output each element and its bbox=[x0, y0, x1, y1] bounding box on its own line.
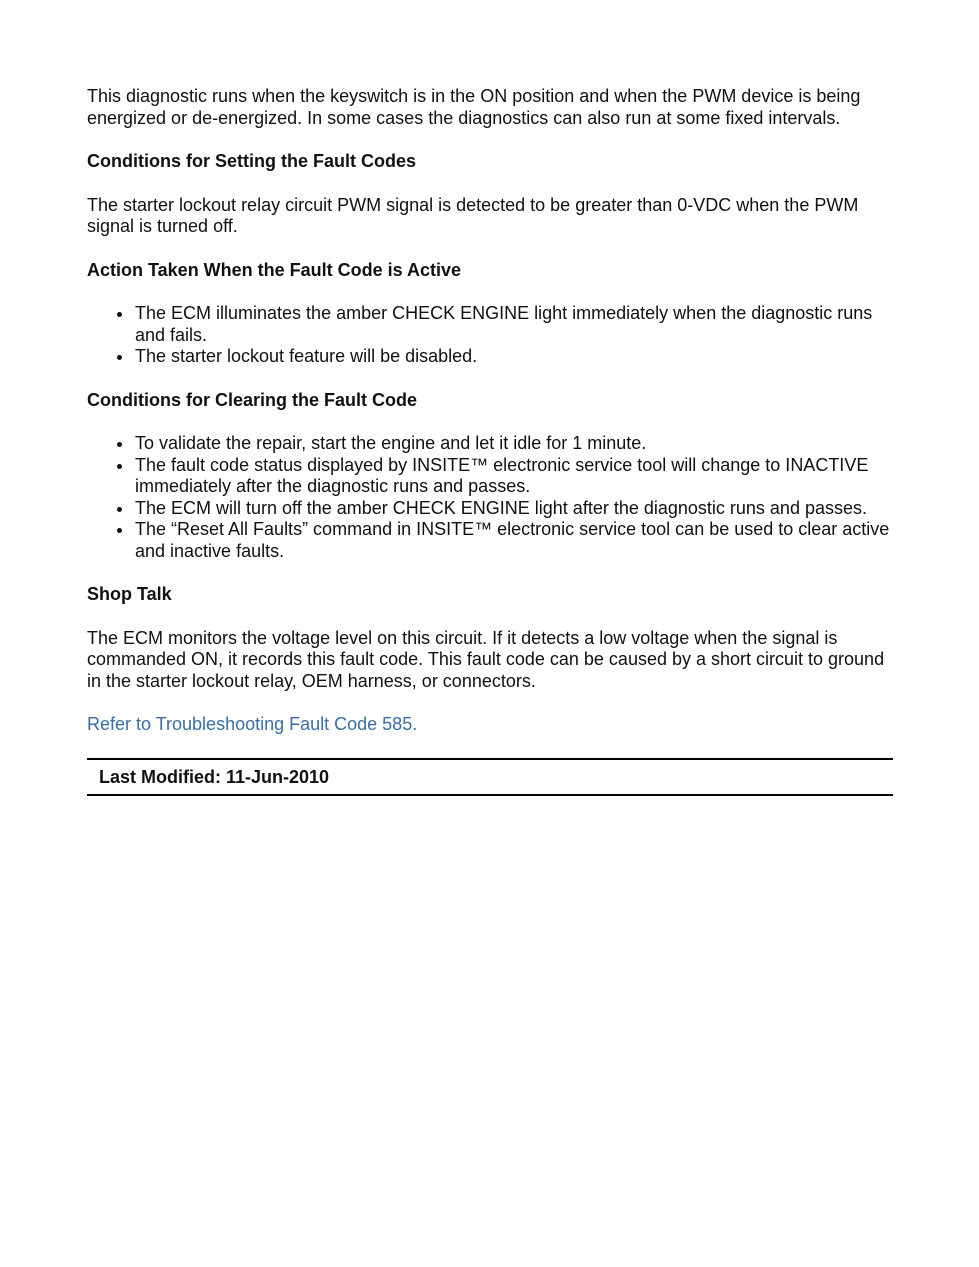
troubleshooting-link[interactable]: Refer to Troubleshooting Fault Code 585. bbox=[87, 714, 418, 734]
clearing-conditions-list bbox=[87, 433, 893, 562]
list-item: The starter lockout feature will be disabled. bbox=[135, 346, 893, 368]
list-item: The fault code status displayed by INSITE™ electronic service tool will change to INACTIVE immediately after the diagnostic runs and passes. bbox=[135, 455, 893, 498]
setting-conditions-text: The starter lockout relay circuit PWM signal is detected to be greater than 0-VDC when the PWM signal is turned off. bbox=[87, 194, 859, 236]
reference-paragraph bbox=[87, 714, 893, 736]
last-modified-label: Last Modified: 11-Jun-2010 bbox=[99, 766, 330, 787]
document-body bbox=[87, 86, 893, 796]
shop-talk-text: The ECM monitors the voltage level on this circuit. If it detects a low voltage when the signal is commanded ON, it records this fault code. This fault code can be caused by a short circuit to ground in the starter lockout relay, OEM harness, or connectors. bbox=[87, 627, 885, 691]
list-item: To validate the repair, start the engine and let it idle for 1 minute. bbox=[135, 433, 893, 455]
list-item: The ECM will turn off the amber CHECK ENGINE light after the diagnostic runs and passes. bbox=[135, 498, 893, 520]
action-taken-list bbox=[87, 303, 893, 368]
heading-setting-conditions: Conditions for Setting the Fault Codes bbox=[87, 151, 416, 171]
list-item: The “Reset All Faults” command in INSITE™ electronic service tool can be used to clear active and inactive faults. bbox=[135, 519, 893, 562]
heading-shop-talk: Shop Talk bbox=[87, 584, 172, 604]
list-item: The ECM illuminates the amber CHECK ENGINE light immediately when the diagnostic runs and fails. bbox=[135, 303, 893, 346]
last-modified-bar bbox=[87, 758, 893, 797]
heading-action-taken: Action Taken When the Fault Code is Active bbox=[87, 259, 462, 280]
intro-paragraph: This diagnostic runs when the keyswitch is in the ON position and when the PWM device is being energized or de-energized. In some cases the diagnostics can also run at some fixed intervals. bbox=[87, 86, 861, 128]
heading-clearing-conditions: Conditions for Clearing the Fault Code bbox=[87, 389, 417, 410]
